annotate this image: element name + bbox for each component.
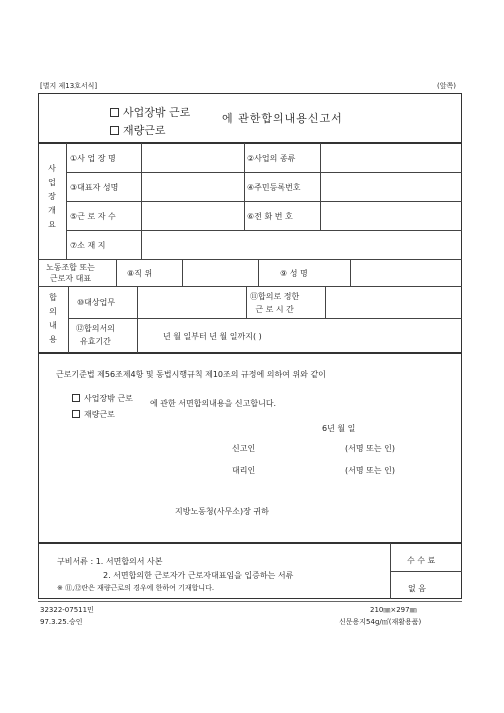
declaration-option-discretionary: 재량근로: [72, 409, 115, 420]
input-agreed-hours[interactable]: [326, 287, 461, 317]
label-phone-number: ⑥전 화 번 호: [247, 212, 293, 221]
declaration-option-outside: 사업장밖 근로: [72, 393, 133, 404]
label-business-type: ②사업의 종류: [247, 154, 296, 163]
fee-value: 없 음: [408, 584, 426, 593]
input-phone-number[interactable]: [321, 202, 461, 229]
input-worker-count[interactable]: [142, 202, 243, 229]
required-doc-2: 2. 서면합의한 근로자가 근로자대표임을 입증하는 서류: [103, 571, 294, 580]
agent-label: 대리인: [232, 466, 256, 475]
paper-type: 신문용지54g/㎡(재활용품): [339, 618, 422, 626]
footer-note: ※ ⑪,⑫란은 재량근로의 경우에 한하여 기재합니다.: [57, 584, 215, 592]
form-number: [별지 제13호서식]: [40, 82, 98, 90]
checkbox-declare-discretionary-work[interactable]: [72, 410, 80, 418]
workplace-section-label: 사 업 장 개 요: [48, 164, 56, 229]
reporter-signature[interactable]: (서명 또는 인): [345, 444, 395, 453]
agreement-section-label: 합 의 내 용: [49, 293, 57, 344]
union-label: 노동조합 또는 근로자 대표: [46, 263, 95, 283]
label-validity-period: ⑫합의서의 유효기간: [76, 324, 115, 346]
input-union-name[interactable]: [351, 260, 461, 285]
form-title: 에 관한합의내용신고서: [222, 112, 343, 125]
label-workplace-name: ①사 업 장 명: [70, 154, 116, 163]
input-address[interactable]: [142, 231, 461, 258]
label-worker-count: ⑤근 로 자 수: [70, 212, 116, 221]
declaration-statement: 근로기준법 제56조제4항 및 동법시행규칙 제10조의 규정에 의하여 위와 같이: [56, 370, 326, 379]
input-business-type[interactable]: [321, 144, 461, 171]
label-address: ⑦소 재 지: [70, 241, 106, 250]
input-representative-name[interactable]: [142, 173, 243, 200]
input-workplace-name[interactable]: [142, 144, 243, 171]
fee-label: 수 수 료: [407, 556, 436, 565]
label-agreed-hours: ⑪합의로 정한 근 로 시 간: [250, 292, 300, 314]
input-resident-number[interactable]: [321, 173, 461, 200]
title-option-outside: 사업장밖 근로: [110, 104, 190, 120]
input-target-work[interactable]: [138, 287, 245, 317]
label-target-work: ⑩대상업무: [77, 298, 116, 307]
approval-date: 97.3.25.승인: [40, 618, 83, 626]
input-position[interactable]: [183, 260, 257, 285]
page-side-label: (앞쪽): [437, 82, 456, 90]
required-docs-title: 구비서류 : 1. 서면합의서 사본: [57, 557, 163, 566]
declaration-suffix: 에 관한 서면합의내용을 신고합니다.: [150, 399, 277, 408]
label-position: ⑧직 위: [127, 269, 153, 278]
addressee: 지방노동청(사무소)장 귀하: [175, 507, 269, 516]
checkbox-discretionary-work[interactable]: [110, 126, 119, 135]
reporter-label: 신고인: [232, 444, 256, 453]
form-code: 32322-07511민: [40, 606, 94, 614]
declaration-date[interactable]: 6년 월 일: [322, 424, 356, 433]
checkbox-outside-work[interactable]: [110, 108, 119, 117]
agent-signature[interactable]: (서명 또는 인): [345, 466, 395, 475]
title-option-discretionary: 재량근로: [110, 122, 166, 138]
label-union-name: ⑨ 성 명: [280, 269, 308, 278]
validity-period-value[interactable]: 년 월 일부터 년 월 일까지( ): [163, 332, 262, 341]
paper-size: 210㎜×297㎜: [370, 606, 417, 614]
label-representative-name: ③대표자 성명: [70, 183, 119, 192]
checkbox-declare-outside-work[interactable]: [72, 394, 80, 402]
label-resident-number: ④주민등록번호: [247, 183, 301, 192]
